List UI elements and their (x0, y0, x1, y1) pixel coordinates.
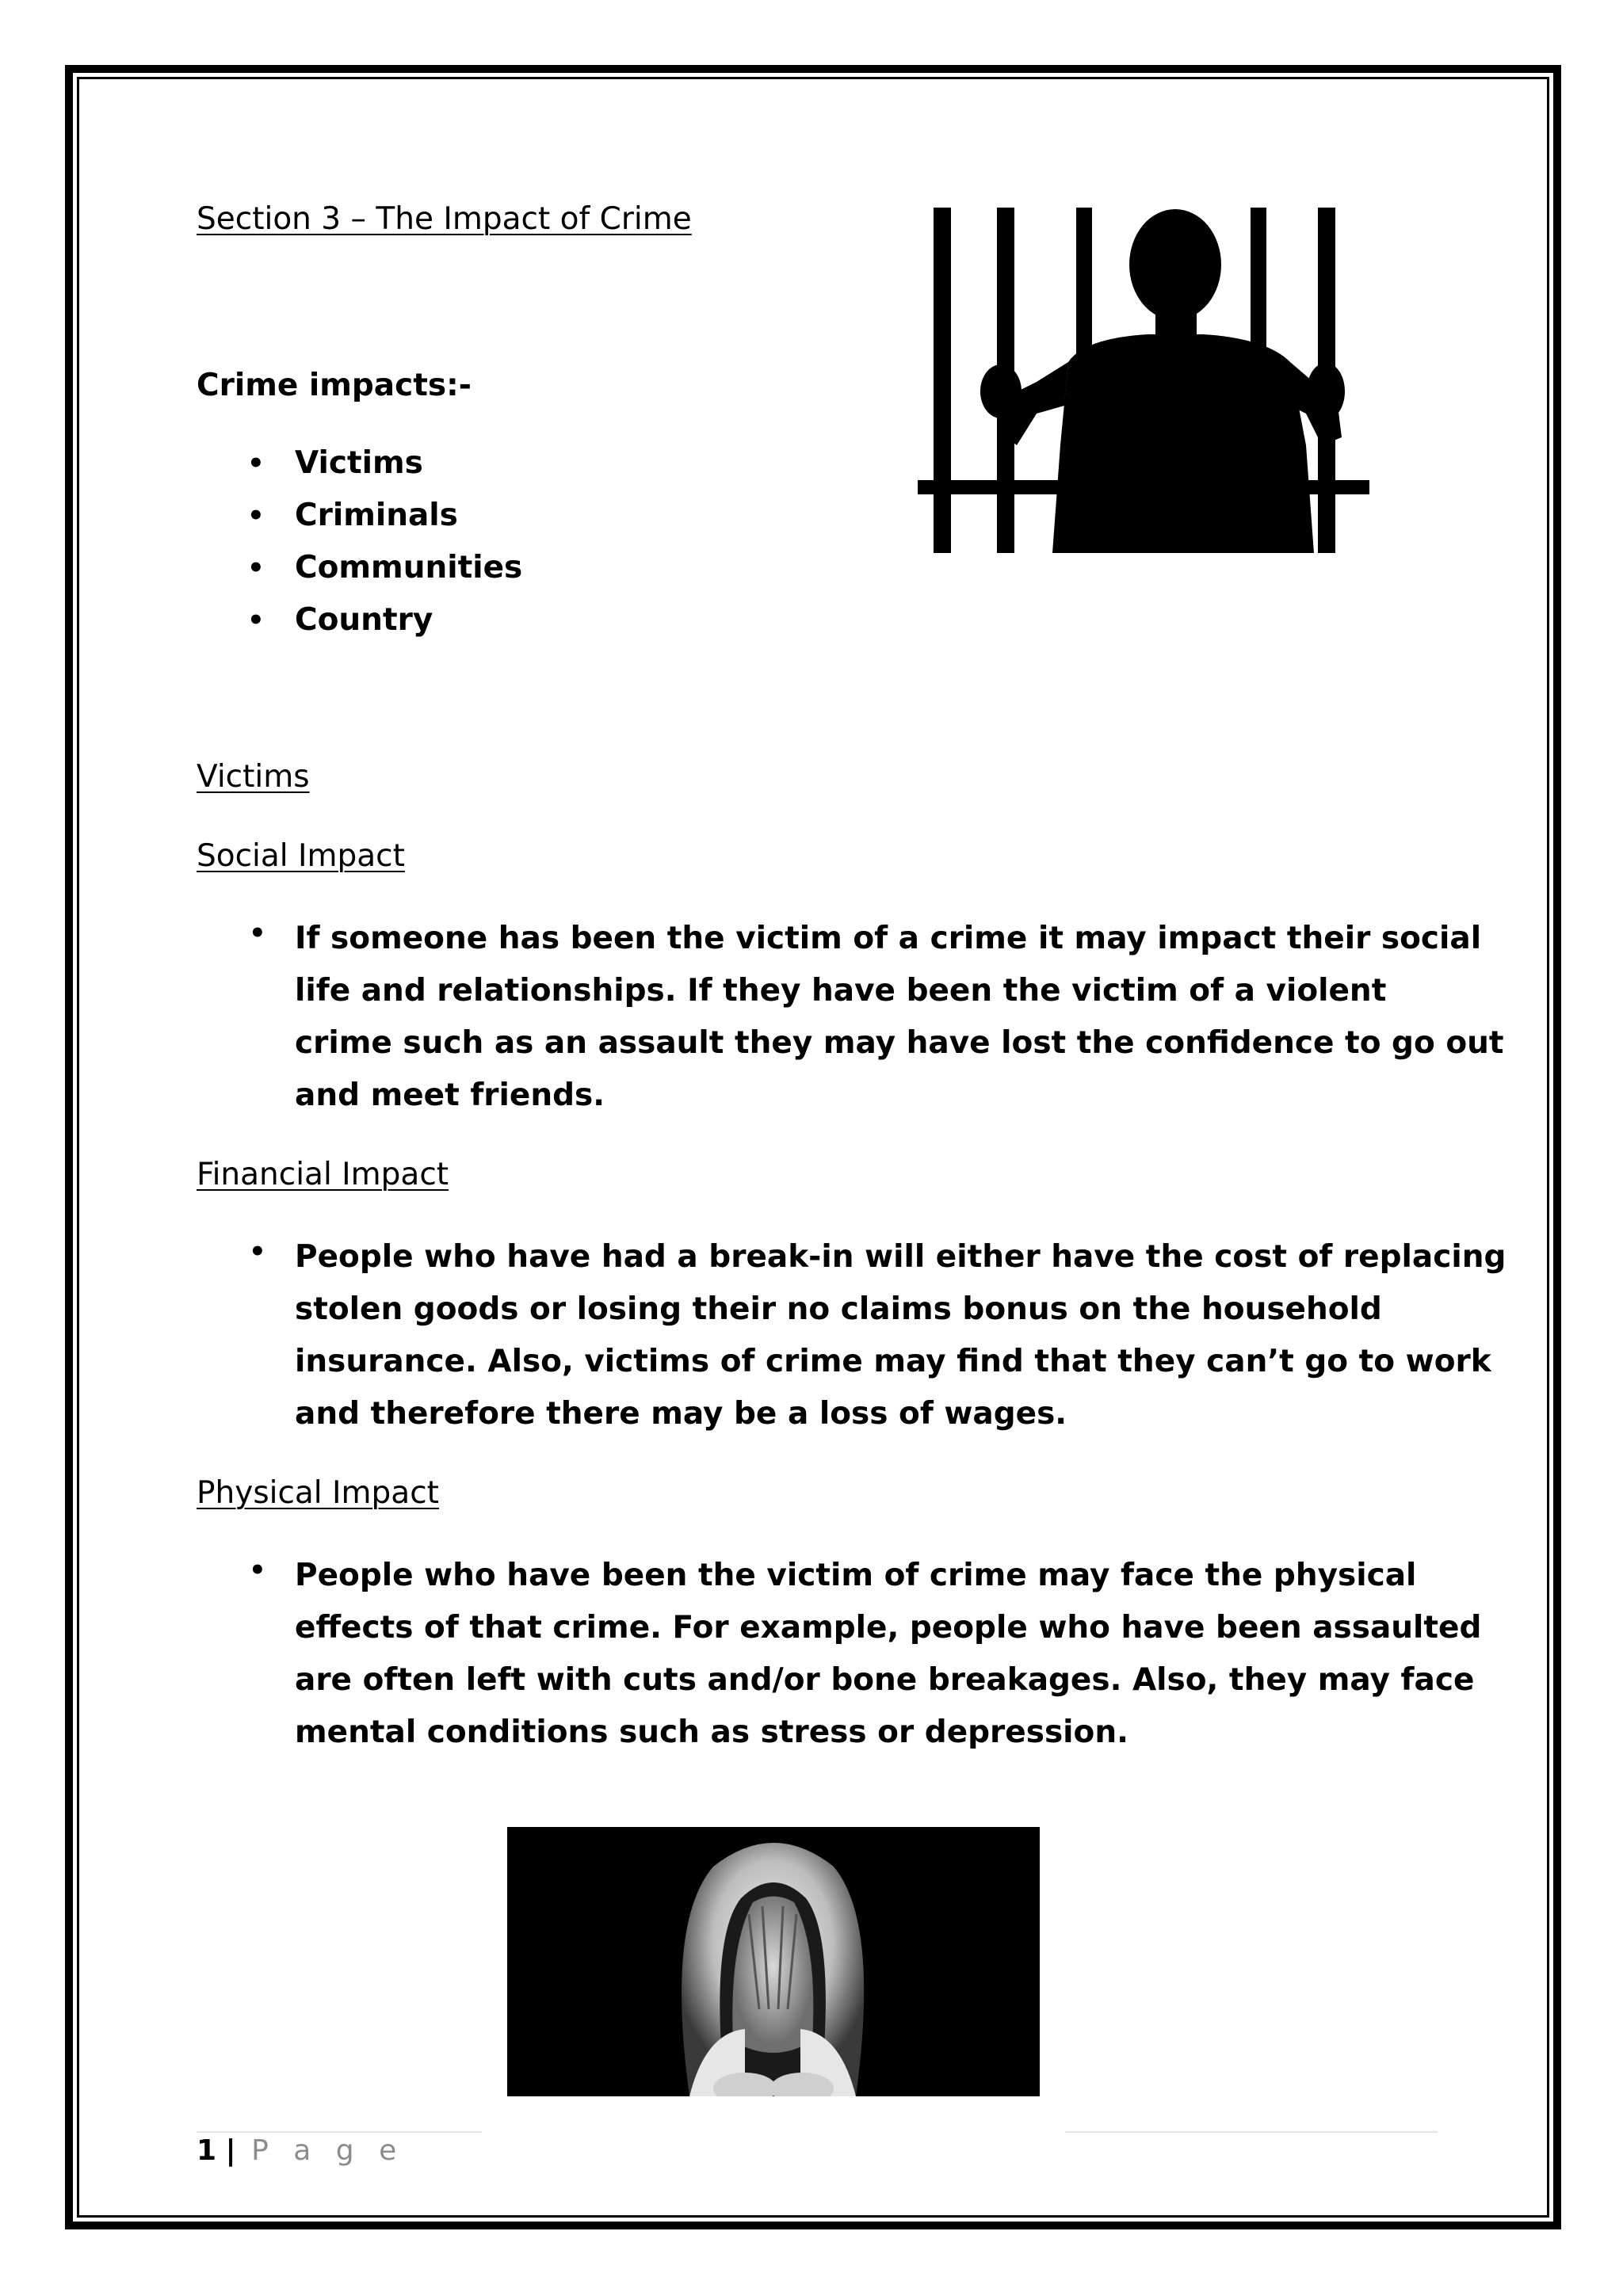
impact-list (197, 437, 522, 646)
text-line: and therefore there may be a loss of wages. (295, 1396, 1067, 1432)
text-line: insurance. Also, victims of crime may find that they can’t go to work (295, 1344, 1491, 1379)
physical-impact-heading: Physical Impact (197, 1475, 439, 1511)
physical-impact-text (295, 1550, 1481, 1759)
section-title: Section 3 – The Impact of Crime (197, 201, 692, 237)
text-line: mental conditions such as stress or depression. (295, 1714, 1128, 1750)
text-line: are often left with cuts and/or bone breakages. Also, they may face (295, 1662, 1475, 1698)
physical-bullet: • (249, 1554, 266, 1586)
list-item: • Victims (197, 437, 522, 490)
hooded-person-photo (507, 1827, 1040, 2096)
social-bullet: • (249, 917, 266, 949)
victims-heading: Victims (197, 759, 310, 795)
list-item: • Country (197, 594, 522, 646)
social-impact-heading: Social Impact (197, 838, 405, 874)
prisoner-behind-bars-image (918, 208, 1369, 553)
text-line: life and relationships. If they have been the victim of a violent (295, 973, 1387, 1009)
text-line: People who have been the victim of crime may face the physical (295, 1558, 1417, 1593)
social-impact-text (295, 913, 1504, 1122)
text-line: and meet friends. (295, 1077, 605, 1113)
financial-impact-text (295, 1231, 1506, 1440)
footer-divider-right (1065, 2131, 1438, 2133)
page-label: P a g e (251, 2134, 405, 2167)
text-line: crime such as an assault they may have lost the confidence to go out (295, 1025, 1504, 1061)
text-line: effects of that crime. For example, people who have been assaulted (295, 1610, 1482, 1646)
page-footer (197, 2134, 404, 2167)
intro-label: Crime impacts:- (197, 368, 472, 403)
list-item: • Criminals (197, 490, 522, 542)
footer-divider-left (197, 2131, 482, 2133)
text-line: People who have had a break-in will either have the cost of replacing (295, 1239, 1507, 1275)
text-line: stolen goods or losing their no claims bonus on the household (295, 1291, 1382, 1327)
text-line: If someone has been the victim of a crime it may impact their social (295, 921, 1482, 956)
financial-impact-heading: Financial Impact (197, 1157, 449, 1192)
footer-separator: | (225, 2134, 236, 2167)
list-item: • Communities (197, 542, 522, 594)
financial-bullet: • (249, 1236, 266, 1268)
page-number: 1 (197, 2134, 217, 2167)
